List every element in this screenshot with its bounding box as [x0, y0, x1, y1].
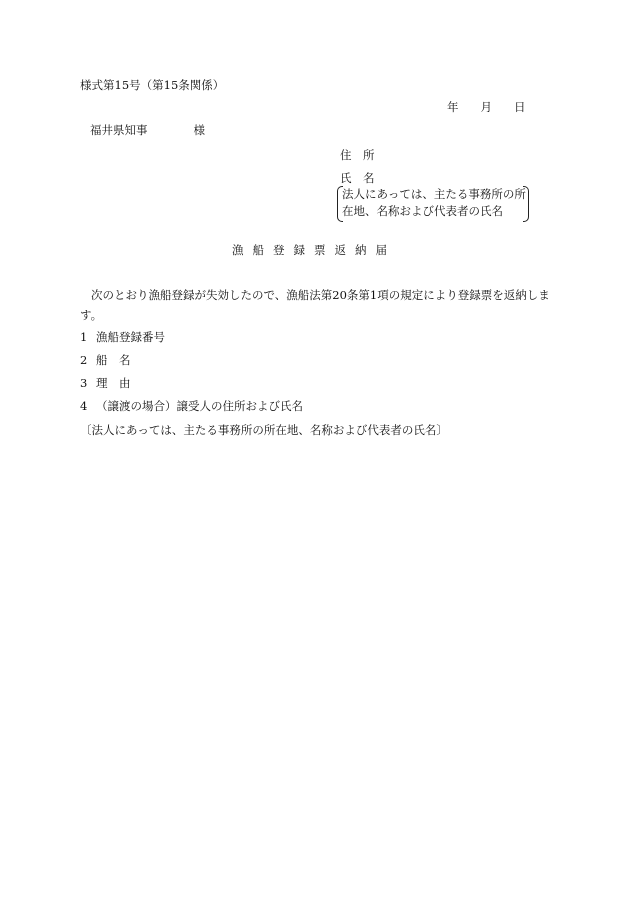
corporate-note-line1: 法人にあっては、主たる事務所の所 [342, 187, 526, 201]
recipient [90, 125, 205, 137]
item-4-note: 〔法人にあっては、主たる事務所の所在地、名称および代表者の氏名〕 [80, 423, 448, 437]
item-transferee [80, 401, 303, 413]
item-vessel-registration-number [80, 332, 165, 344]
recipient-honorific: 様 [193, 123, 205, 137]
item-number: 3 [80, 376, 88, 390]
document-title: 漁船登録票返納届 [232, 243, 396, 257]
item-label: 漁船登録番号 [96, 330, 165, 344]
date-line [447, 102, 526, 114]
item-label: 理 由 [96, 376, 131, 390]
address-label: 住 所 [340, 148, 375, 162]
form-number: 様式第15号（第15条関係） [80, 78, 225, 92]
item-vessel-name [80, 355, 131, 367]
corporate-note-line2: 在地、名称および代表者の氏名 [342, 204, 503, 218]
name-label: 氏 名 [340, 171, 375, 185]
body-text: 次のとおり漁船登録が失効したので、漁船法第20条第1項の規定により登録票を返納します。 [80, 288, 550, 322]
item-label: （譲渡の場合）譲受人の住所および氏名 [96, 399, 303, 413]
date-day: 日 [514, 100, 526, 114]
item-number: 1 [80, 330, 88, 344]
bracket-right [523, 186, 529, 222]
date-year: 年 [447, 100, 459, 114]
recipient-name: 福井県知事 [90, 123, 148, 137]
item-reason [80, 378, 131, 390]
item-number: 2 [80, 353, 88, 367]
corporate-note-bracket [337, 186, 529, 222]
date-month: 月 [480, 100, 492, 114]
item-label: 船 名 [96, 353, 131, 367]
item-number: 4 [80, 399, 88, 413]
